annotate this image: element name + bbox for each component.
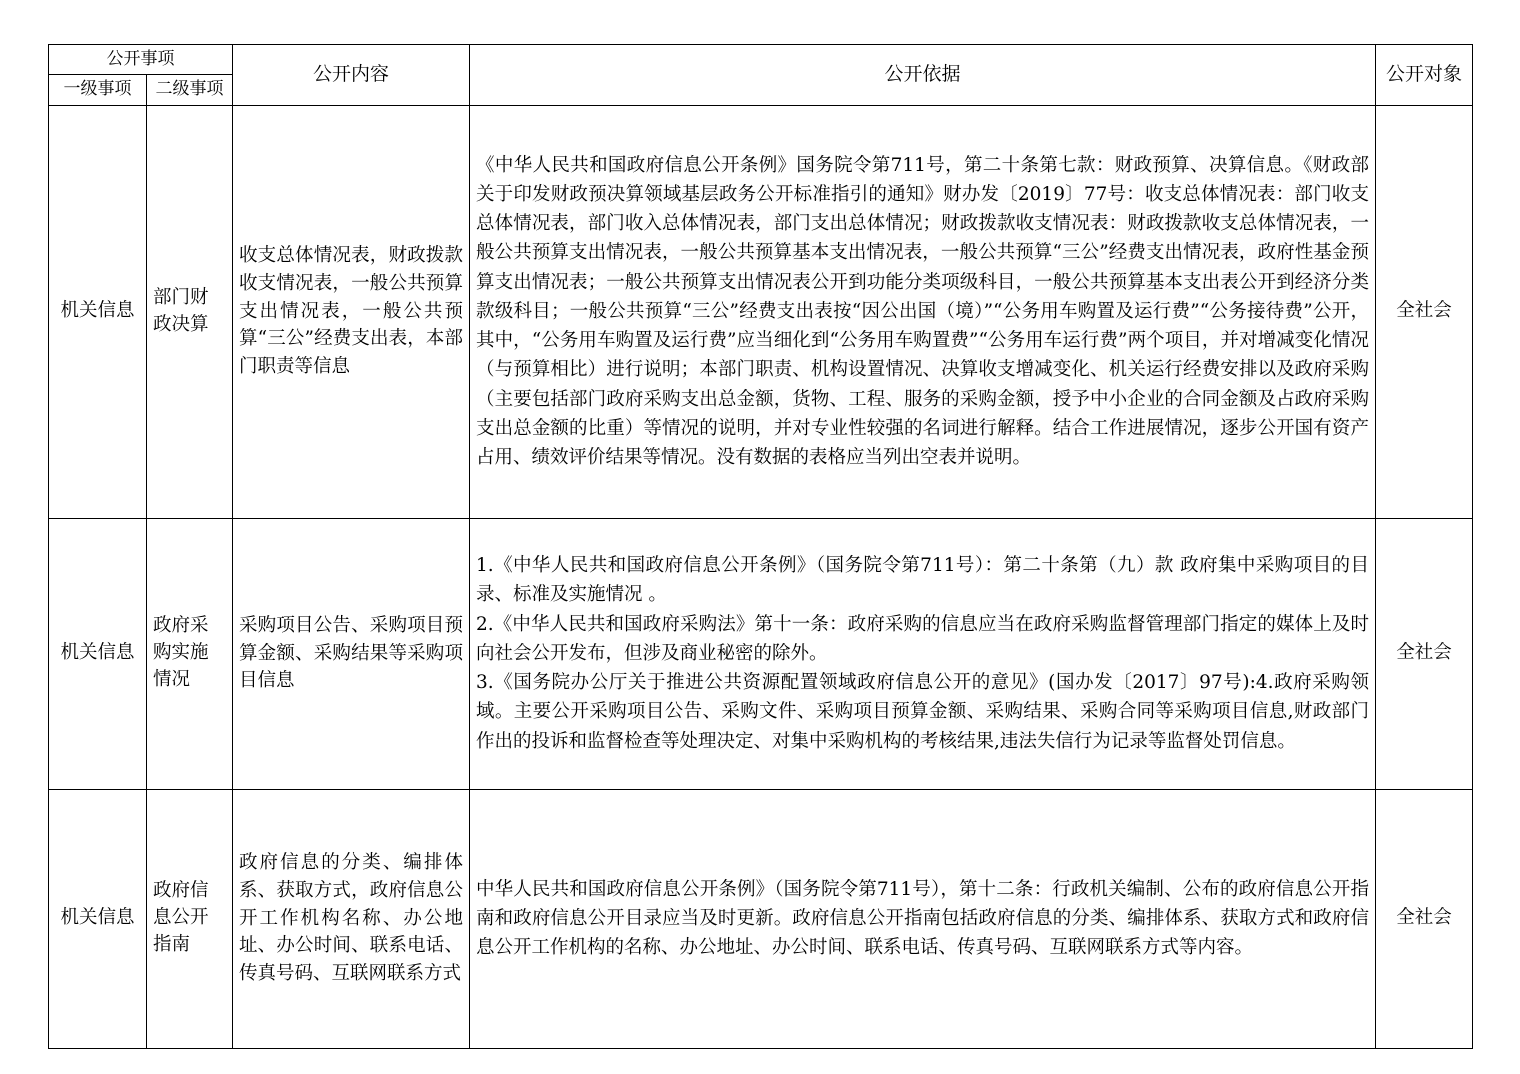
table-row bbox=[49, 789, 1473, 1048]
cell-level2: 政府采购实施情况 bbox=[147, 518, 233, 789]
cell-level1: 机关信息 bbox=[49, 789, 147, 1048]
cell-basis: 《中华人民共和国政府信息公开条例》国务院令第711号，第二十条第七款：财政预算、决算信息。《财政部关于印发财政预决算领域基层政务公开标准指引的通知》财办发〔2019〕77号：收支总体情况表：部门收支总体情况表，部门收入总体情况表，部门支出总体情况；财政拨款收支情况表：财政拨款收支总体情况表，一般公共预算支出情况表，一般公共预算基本支出情况表，一般公共预算“三公”经费支出情况表，政府性基金预算支出情况表；一般公共预算支出情况表公开到功能分类项级科目，一般公共预算基本支出表公开到经济分类款级科目；一般公共预算“三公”经费支出表按“因公出国（境）”“公务用车购置及运行费”“公务接待费”公开，其中，“公务用车购置及运行费”应当细化到“公务用车购置费”“公务用车运行费”两个项目，并对增减变化情况（与预算相比）进行说明；本部门职责、机构设置情况、决算收支增减变化、机关运行经费安排以及政府采购（主要包括部门政府采购支出总金额，货物、工程、服务的采购金额，授予中小企业的合同金额及占政府采购支出总金额的比重）等情况的说明，并对专业性较强的名词进行解释。结合工作进展情况，逐步公开国有资产占用、绩效评价结果等情况。没有数据的表格应当列出空表并说明。 bbox=[470, 105, 1376, 518]
cell-level2: 政府信息公开指南 bbox=[147, 789, 233, 1048]
cell-level2: 部门财政决算 bbox=[147, 105, 233, 518]
header-group-disclosure-items: 公开事项 bbox=[49, 45, 233, 75]
header-content: 公开内容 bbox=[233, 45, 470, 106]
header-target: 公开对象 bbox=[1376, 45, 1473, 106]
cell-content: 收支总体情况表，财政拨款收支情况表，一般公共预算支出情况表，一般公共预算“三公”经费支出表，本部门职责等信息 bbox=[233, 105, 470, 518]
cell-target: 全社会 bbox=[1376, 518, 1473, 789]
cell-target: 全社会 bbox=[1376, 105, 1473, 518]
header-level1: 一级事项 bbox=[49, 75, 147, 105]
header-basis: 公开依据 bbox=[470, 45, 1376, 106]
cell-target: 全社会 bbox=[1376, 789, 1473, 1048]
table-row bbox=[49, 518, 1473, 789]
disclosure-table bbox=[48, 44, 1473, 1049]
table-header-row-1 bbox=[49, 45, 1473, 75]
cell-content: 政府信息的分类、编排体系、获取方式，政府信息公开工作机构名称、办公地址、办公时间、联系电话、传真号码、互联网联系方式 bbox=[233, 789, 470, 1048]
cell-level1: 机关信息 bbox=[49, 105, 147, 518]
cell-basis: 中华人民共和国政府信息公开条例》（国务院令第711号），第十二条：行政机关编制、公布的政府信息公开指南和政府信息公开目录应当及时更新。政府信息公开指南包括政府信息的分类、编排体系、获取方式和政府信息公开工作机构的名称、办公地址、办公时间、联系电话、传真号码、互联网联系方式等内容。 bbox=[470, 789, 1376, 1048]
table-row bbox=[49, 105, 1473, 518]
cell-basis: 1.《中华人民共和国政府信息公开条例》（国务院令第711号）：第二十条第（九）款 政府集中采购项目的目录、标准及实施情况 。 2.《中华人民共和国政府采购法》第十一条：政府采购的信息应当在政府采购监督管理部门指定的媒体上及时向社会公开发布，但涉及商业秘密的除外。 3.《国务院办公厅关于推进公共资源配置领域政府信息公开的意见》(国办发〔2017〕97号):4.政府采购领域。主要公开采购项目公告、采购文件、采购项目预算金额、采购结果、采购合同等采购项目信息,财政部门作出的投诉和监督检查等处理决定、对集中采购机构的考核结果,违法失信行为记录等监督处罚信息。 bbox=[470, 518, 1376, 789]
cell-level1: 机关信息 bbox=[49, 518, 147, 789]
header-level2: 二级事项 bbox=[147, 75, 233, 105]
cell-content: 采购项目公告、采购项目预算金额、采购结果等采购项目信息 bbox=[233, 518, 470, 789]
